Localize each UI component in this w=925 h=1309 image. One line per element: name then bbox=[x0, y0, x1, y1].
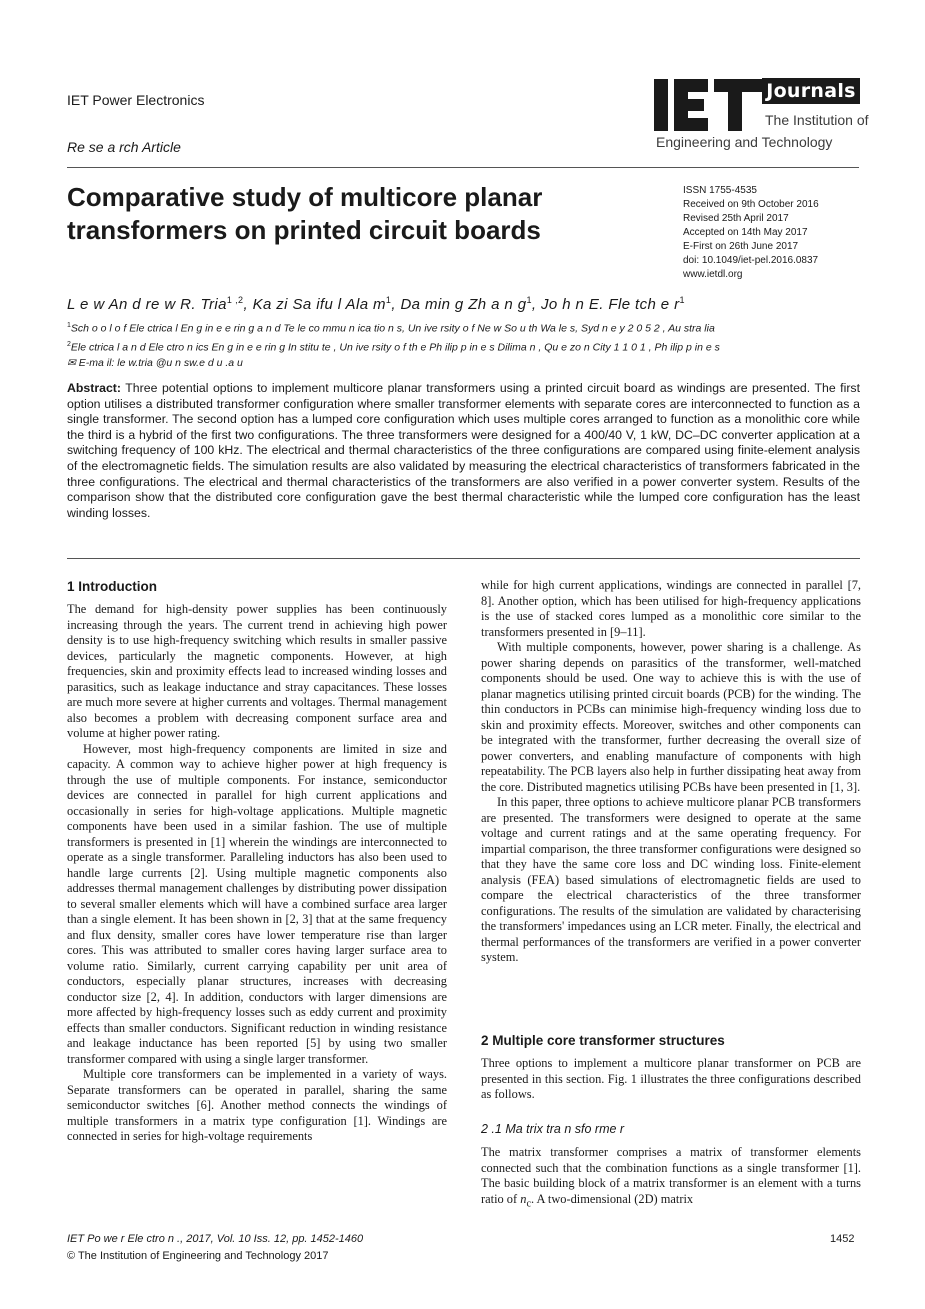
article-title: Comparative study of multicore planar transformers on printed circuit boards bbox=[67, 182, 543, 245]
affiliations bbox=[67, 318, 925, 371]
page-number: 1452 bbox=[830, 1233, 855, 1245]
institution-line1: The Institution of bbox=[765, 112, 869, 128]
paragraph: Three options to implement a multicore planar transformer on PCB are presented in this section. Fig. 1 illustrates the three configurations described as follows. bbox=[481, 1056, 861, 1101]
author-name: L e w An d re w R. Tria bbox=[67, 296, 227, 313]
author-name: , Da min g Zh a n g bbox=[391, 296, 527, 313]
author-name: , Ka zi Sa ifu l Ala m bbox=[243, 296, 386, 313]
section-1-continued bbox=[481, 578, 861, 966]
journals-label: Journals bbox=[762, 78, 860, 104]
abstract-text: Three potential options to implement multicore planar transformers using a printed circuit board as windings are presented. The first option utilises a distributed transformer configuration where smaller transformer elements with separate cores are interconnected to function as a single transformer. The second option has a lumped core configuration which uses multiple cores arranged to function as a monolithic core while the third is a hybrid of the first two configurations. The three transformers were designed for a 400/40 V, 1 kW, DC–DC converter application at a switching frequency of 100 kHz. The electrical and thermal characteristics of the three configurations are compared using finite-element analysis of the electromagnetic fields. The simulation results are also validated by measuring the electrical characteristics of transformers fabricated in the three configurations. The electrical and thermal characteristics of the transformers are also verified in a power converter system. Results of the comparison show that the distributed core configuration gave the best thermal characteristic while the lumped core configuration has the least winding losses. bbox=[67, 381, 860, 520]
institution-line2: Engineering and Technology bbox=[656, 134, 833, 150]
footer-citation: IET Po we r Ele ctro n ., 2017, Vol. 10 Iss. 12, pp. 1452-1460 bbox=[67, 1233, 364, 1245]
abstract-label: Abstract: bbox=[67, 381, 121, 395]
revised-date: Revised 25th April 2017 bbox=[683, 213, 789, 224]
variable-subscript: c bbox=[526, 1197, 532, 1209]
iet-journals-logo bbox=[654, 76, 869, 154]
author-affiliation-mark: 1 ,2 bbox=[226, 295, 244, 305]
paragraph: With multiple components, however, power sharing is a challenge. As power sharing depends on parasitics of the transformer, well-matched components should be used. One way to achieve this is with the use of planar magnetics utilising printed circuit boards (PCB) for the winding. The thin conductors in PCBs can minimise high-frequency winding loss due to skin and proximity effects. Moreover, switches and other components can be integrated with the transformer, further decreasing the overall size of power converters, and enabling manufacture of components with high repeatability. The PCB layers also help in further dissipating heat away from the core. Distributed magnetics utilising PCBs have been presented in [1, 3]. bbox=[481, 640, 861, 794]
section-1-body bbox=[67, 602, 447, 1145]
website-link[interactable]: www.ietdl.org bbox=[683, 269, 743, 280]
section-1-heading: 1 Introduction bbox=[67, 579, 157, 594]
abstract bbox=[67, 381, 860, 521]
paragraph: However, most high-frequency components are limited in size and capacity. A common way to achieve higher power at high frequency is through the use of multiple components. For instance, semiconductor devices are connected in parallel for high current applications and occasionally in series for high-voltage applications. Multiple magnetic components have been used in a similar fashion. The use of multiple transformers is presented in [1] wherein the windings are interconnected to operate as a single transformer. Paralleling inductors has also been used to handle large currents [2]. Using multiple magnetic components also addresses thermal management challenges by distributing power dissipation to several smaller elements which will have a combined surface area larger than a single element. It has been shown in [2, 3] that at the same frequency and flux density, smaller cores have lower temperature rise than larger cores. This was attributed to smaller cores having larger surface area to volume ratio. Similarly, current carrying capability per unit area of conductors, especially planar structures, increases with decreasing conductor size [2, 4]. In addition, conductors with larger dimensions are more affected by high-frequency losses such as eddy current and proximity effects than smaller conductors. Significant reduction in winding resistance and leakage inductance has been reported [5] by using two smaller transformer compared with using a single larger transformer. bbox=[67, 741, 447, 1066]
footer-copyright: © The Institution of Engineering and Technology 2017 bbox=[67, 1250, 329, 1262]
header-divider bbox=[67, 167, 859, 168]
email-line bbox=[67, 355, 925, 371]
received-date: Received on 9th October 2016 bbox=[683, 199, 819, 210]
section-2-1-heading: 2 .1 Ma trix tra n sfo rme r bbox=[481, 1122, 625, 1136]
email-icon: ✉ bbox=[67, 357, 76, 369]
section-2-body bbox=[481, 1056, 861, 1103]
doi-link[interactable]: doi: 10.1049/iet-pel.2016.0837 bbox=[683, 255, 819, 266]
section-2-heading: 2 Multiple core transformer structures bbox=[481, 1033, 725, 1048]
author-affiliation-mark: 1 bbox=[679, 295, 685, 305]
section-2-1-body bbox=[481, 1145, 861, 1211]
article-type: Re se a rch Article bbox=[67, 139, 181, 155]
variable: n bbox=[520, 1191, 527, 1206]
paragraph: while for high current applications, windings are connected in parallel [7, 8]. Another option, which has been utilised for high-frequency applications is the use of stacked cores lumped as a monolithic core similar to the transformers presented in [9–11]. bbox=[481, 578, 861, 639]
abstract-divider bbox=[67, 558, 860, 559]
paragraph: The matrix transformer comprises a matrix of transformer elements connected such that the combination functions as a single transformer [1]. The basic building block of a matrix transformer is an element with a turns ratio of $n_c$. A two-dimensional (2D) matrix bbox=[481, 1145, 861, 1209]
affiliation-1: $^1$Sch o o l o f Ele ctrica l En g in e e rin g a n d Te le co mmu n ica tio n s, Un ive rsity o f Ne w So u th Wa le s, Syd n e y 2 0 5 2 , Au stra lia bbox=[67, 322, 715, 335]
article-metadata bbox=[683, 184, 883, 282]
paragraph: In this paper, three options to achieve multicore planar PCB transformers are presented. The transformers were designed to operate at the same voltage and current ratings and at the same operating frequency. For impartial comparison, the three transformer configurations were designed so that they have the same core loss and DC winding loss. Finite-element analysis (FEA) based simulations of electromagnetic fields are used to compare the electrical characteristics of the three transformer configurations. The results of the simulation are validated by characterising the transformers' impedances using an LCR meter. Finally, the electrical and thermal performances of the transformers are verified in a power converter system. bbox=[481, 795, 861, 964]
paragraph: Multiple core transformers can be implemented in a variety of ways. Separate transformers can be operated in parallel, sharing the same semiconductor switches [6]. Another method connects the windings of multiple transformers in a matrix type configuration [1]. Windings are connected in series for high-voltage requirements bbox=[67, 1067, 447, 1143]
paragraph: The demand for high-density power supplies has been continuously increasing through the years. The current trend in achieving high power density is to use high-frequency switching which results in smaller passive devices, particularly the magnetic components. However, at high frequencies, skin and proximity effects lead to increased winding losses and parasitics, such as leakage inductance and stray capacitances. These losses are much more severe at higher currents and voltages. Thermal management also becomes a problem with decreasing component surface area and volume at higher power rating. bbox=[67, 602, 447, 740]
author-affiliation-mark: 1 bbox=[385, 295, 392, 305]
affiliation-2: $^2$Ele ctrica l a n d Ele ctro n ics En g in e e rin g In stitu te , Un ive rsity o f th e Ph ilip p in e s Dilima n , Qu e zo n City 1 1 0 1 , Ph ilip p in e s bbox=[67, 340, 720, 353]
author-list bbox=[67, 295, 685, 313]
issn: ISSN 1755-4535 bbox=[683, 185, 757, 196]
efirst-date: E-First on 26th June 2017 bbox=[683, 241, 799, 252]
accepted-date: Accepted on 14th May 2017 bbox=[683, 227, 808, 238]
author-affiliation-mark: 1 bbox=[526, 295, 532, 305]
author-name: , Jo h n E. Fle tch e r bbox=[531, 296, 680, 313]
journal-name: IET Power Electronics bbox=[67, 92, 205, 108]
email-address[interactable]: E-ma il: le w.tria @u n sw.e d u .a u bbox=[78, 357, 243, 369]
